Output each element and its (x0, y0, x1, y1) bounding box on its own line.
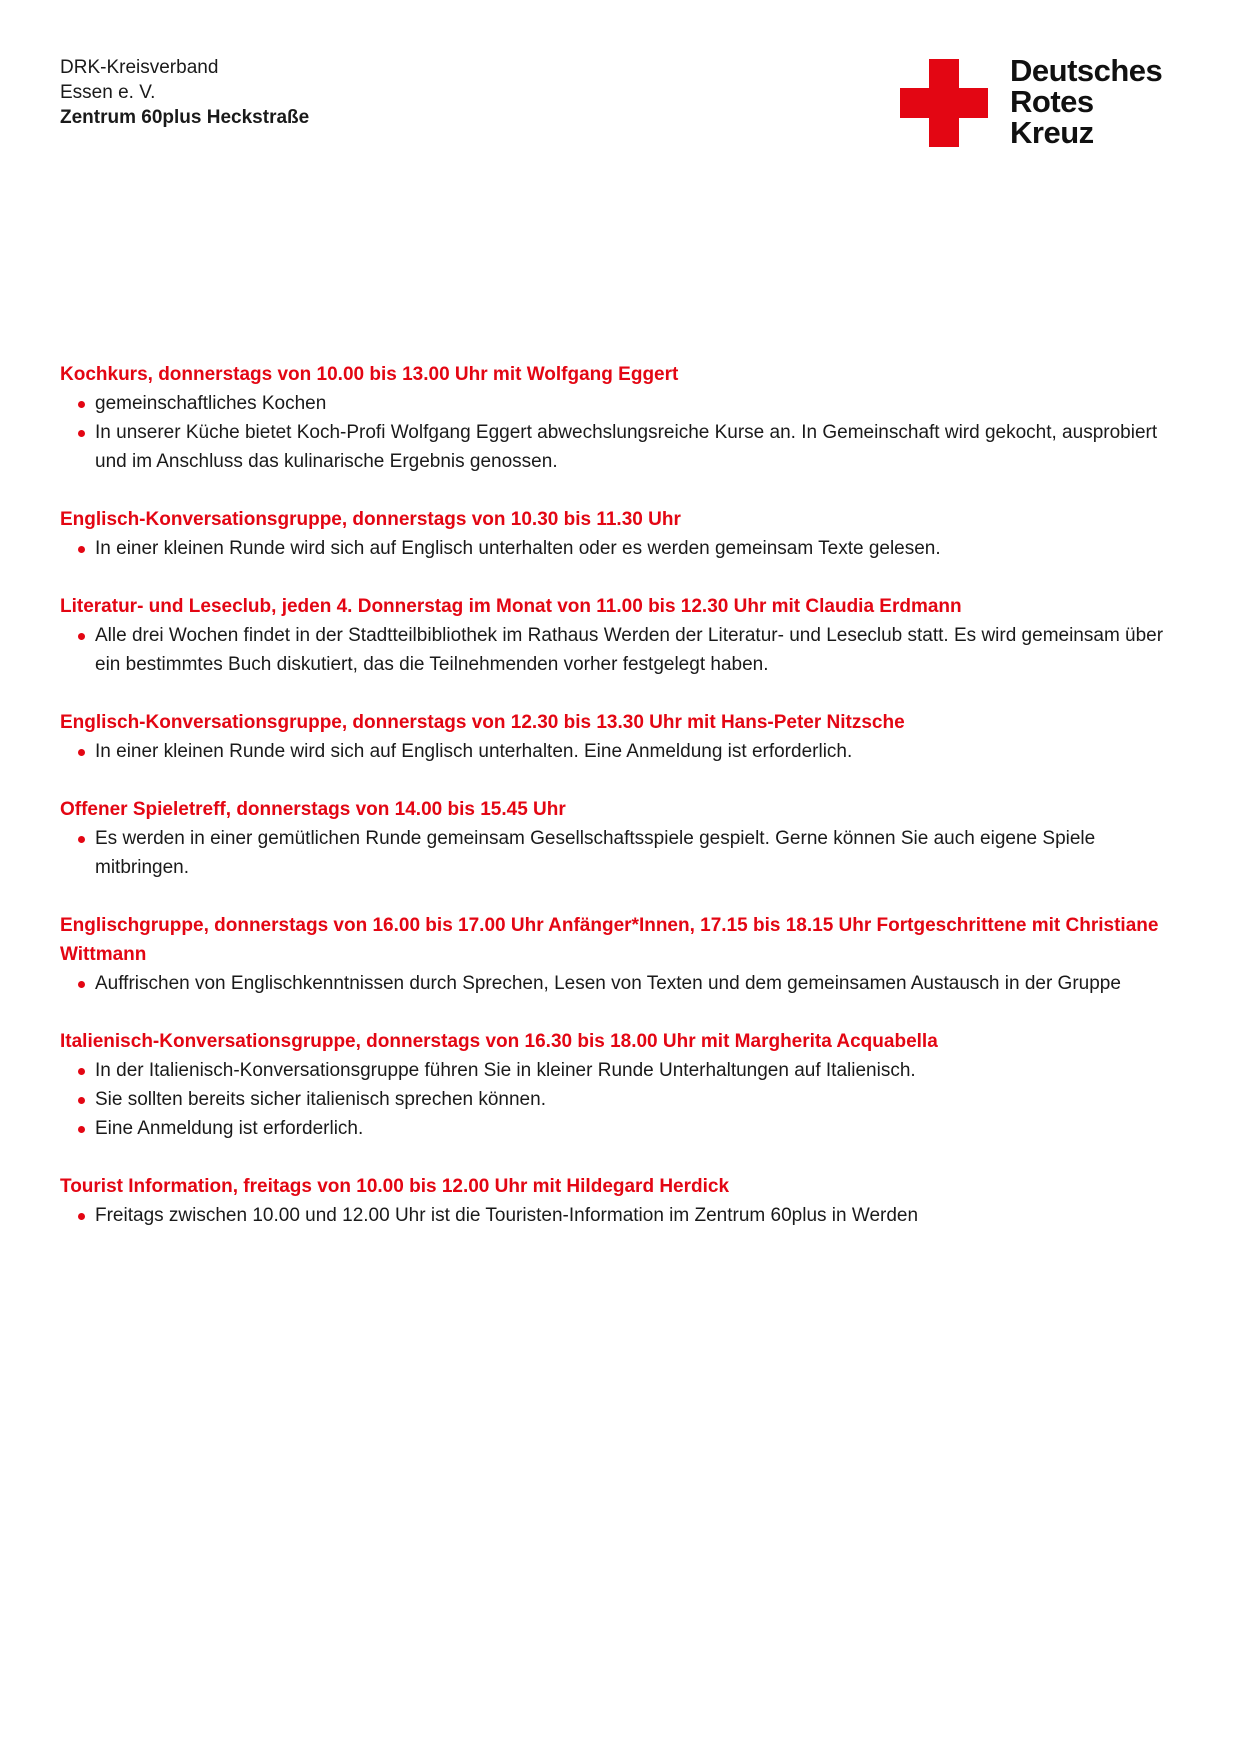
course-title: Offener Spieletreff, donnerstags von 14.00 bis 15.45 Uhr (60, 799, 566, 820)
list-item-text: In unserer Küche bietet Koch-Profi Wolfgang Eggert abwechslungsreiche Kurse an. In Gemeinschaft wird gekocht, ausprobiert und im Anschluss das kulinarische Ergebnis genossen. (95, 422, 1158, 472)
course-title: Tourist Information, freitags von 10.00 bis 12.00 Uhr mit Hildegard Herdick (60, 1176, 730, 1197)
course-details (60, 824, 1180, 882)
course-section (60, 1172, 1180, 1230)
bullet-icon (78, 401, 85, 408)
list-item (60, 534, 1180, 563)
course-details (60, 621, 1180, 679)
bullet-icon (78, 1068, 85, 1075)
list-item (60, 418, 1180, 476)
course-details (60, 1056, 1180, 1143)
list-item-text: Auffrischen von Englischkenntnissen durch Sprechen, Lesen von Texten und dem gemeinsamen Austausch in der Gruppe (95, 973, 1121, 994)
logo-word-3: Kreuz (1010, 115, 1094, 150)
course-section (60, 1027, 1180, 1143)
list-item (60, 1114, 1180, 1143)
bullet-icon (78, 546, 85, 553)
list-item-text: gemeinschaftliches Kochen (95, 393, 327, 414)
list-item (60, 737, 1180, 766)
course-details (60, 737, 1180, 766)
list-item-text: Es werden in einer gemütlichen Runde gemeinsam Gesellschaftsspiele gespielt. Gerne können Sie auch eigene Spiele mitbringen. (95, 828, 1096, 878)
course-section (60, 592, 1180, 679)
logo-wordmark (1010, 55, 1162, 148)
list-item (60, 389, 1180, 418)
bullet-icon (78, 1097, 85, 1104)
list-item (60, 824, 1180, 882)
list-item (60, 621, 1180, 679)
list-item-text: Freitags zwischen 10.00 und 12.00 Uhr ist die Touristen-Information im Zentrum 60plus in Werden (95, 1205, 919, 1226)
bullet-icon (78, 430, 85, 437)
course-title: Italienisch-Konversationsgruppe, donnerstags von 16.30 bis 18.00 Uhr mit Margherita Acquabella (60, 1031, 938, 1052)
course-section (60, 911, 1180, 998)
red-cross-icon (900, 59, 988, 147)
course-title: Kochkurs, donnerstags von 10.00 bis 13.00 Uhr mit Wolfgang Eggert (60, 364, 679, 385)
sender-line-organization: DRK-Kreisverband (60, 57, 219, 78)
list-item (60, 1201, 1180, 1230)
course-details (60, 389, 1180, 476)
course-section (60, 505, 1180, 563)
list-item-text: In der Italienisch-Konversationsgruppe führen Sie in kleiner Runde Unterhaltungen auf Italienisch. (95, 1060, 916, 1081)
course-details (60, 969, 1180, 998)
logo-word-1: Deutsches (1010, 53, 1163, 88)
bullet-icon (78, 1126, 85, 1133)
bullet-icon (78, 749, 85, 756)
sender-line-center: Zentrum 60plus Heckstraße (60, 107, 310, 128)
logo-word-2: Rotes (1010, 84, 1094, 119)
course-section (60, 795, 1180, 882)
course-title: Englisch-Konversationsgruppe, donnerstags von 12.30 bis 13.30 Uhr mit Hans-Peter Nitzsche (60, 712, 905, 733)
list-item (60, 969, 1180, 998)
course-title: Literatur- und Leseclub, jeden 4. Donnerstag im Monat von 11.00 bis 12.30 Uhr mit Claudia Erdmann (60, 596, 962, 617)
list-item-text: Eine Anmeldung ist erforderlich. (95, 1118, 364, 1139)
list-item (60, 1056, 1180, 1085)
course-details (60, 1201, 1180, 1230)
bullet-icon (78, 1213, 85, 1220)
drk-logo (900, 55, 1200, 155)
course-details (60, 534, 1180, 563)
course-list (60, 360, 1180, 1259)
list-item (60, 1085, 1180, 1114)
course-section (60, 708, 1180, 766)
list-item-text: Alle drei Wochen findet in der Stadtteilbibliothek im Rathaus Werden der Literatur- und Leseclub statt. Es wird gemeinsam über ein bestimmtes Buch diskutiert, das die Teilnehmenden vorher festgelegt haben. (95, 625, 1164, 675)
list-item-text: In einer kleinen Runde wird sich auf Englisch unterhalten. Eine Anmeldung ist erforderlich. (95, 741, 853, 762)
list-item-text: Sie sollten bereits sicher italienisch sprechen können. (95, 1089, 546, 1110)
course-title: Englischgruppe, donnerstags von 16.00 bis 17.00 Uhr Anfänger*Innen, 17.15 bis 18.15 Uhr Fortgeschrittene mit Christiane Wittmann (60, 915, 1159, 965)
course-section (60, 360, 1180, 476)
bullet-icon (78, 836, 85, 843)
bullet-icon (78, 981, 85, 988)
bullet-icon (78, 633, 85, 640)
sender-address (60, 55, 309, 130)
sender-line-city: Essen e. V. (60, 82, 156, 103)
course-title: Englisch-Konversationsgruppe, donnerstags von 10.30 bis 11.30 Uhr (60, 509, 681, 530)
list-item-text: In einer kleinen Runde wird sich auf Englisch unterhalten oder es werden gemeinsam Texte gelesen. (95, 538, 941, 559)
